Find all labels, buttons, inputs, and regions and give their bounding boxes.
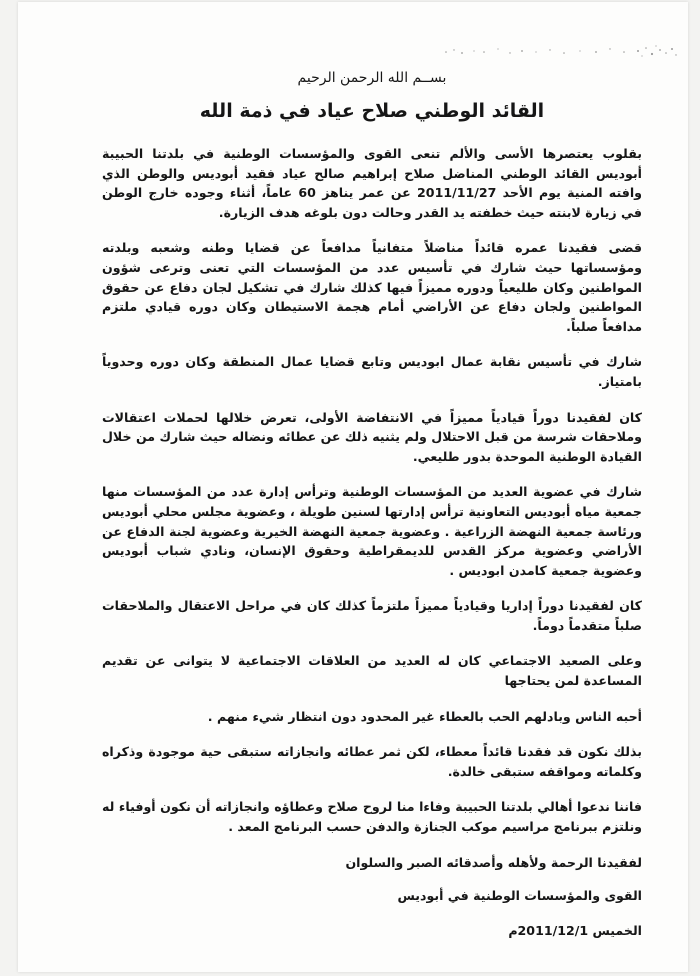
paragraph-legacy: بذلك نكون قد فقدنا قائداً معطاء، لكن ثمر عطائه وانجازاته ستبقى حية موجودة وذكراه وكلماته ومواقفه ستبقى خالدة. [102,744,642,779]
page-title: القائد الوطني صلاح عياد في ذمة الله [199,100,545,122]
paragraph-workers-union: شارك في تأسيس نقابة عمال ابوديس وتابع قضايا عمال المنطقة وكان دوره وحدوياً بامتياز. [102,354,642,389]
document-page [18,2,688,972]
closing-condolence: لفقيدنا الرحمة ولأهله وأصدقائه الصبر والسلوان [345,854,642,870]
scan-speckle-marks [440,40,680,64]
paragraph-social-relations: وعلى الصعيد الاجتماعي كان له العديد من العلاقات الاجتماعية لا يتوانى عن تقديم المساعدة لمن يحتاجها [102,653,642,689]
document-date: الخميس 2011/12/1م [508,923,642,939]
paragraph-memberships: شارك في عضوية العديد من المؤسسات الوطنية وترأس إدارة عدد من المؤسسات منها جمعية مياه أبوديس التعاونية ترأس إدارتها لسنين طويلة ، وعضوية مجلس محلي أبوديس ورئاسة جمعية النهضة الزراعية . وعضوية جمعية النهضة الخيرية وعضوية لجنة الدفاع عن الأراضي وعضوية مركز القدس للديمقراطية وحقوق الإنسان، ونادي شباب أبوديس وعضوية جمعية كامدن ابوديس . [102,484,642,578]
paragraph-obituary-announcement: بقلوب يعتصرها الأسى والألم تنعى القوى والمؤسسات الوطنية في بلدتنا الحبيبة أبوديس القائد الوطني المناضل صلاح إبراهيم صالح عياد فقيد أبوديس والوطن الذي وافته المنية يوم الأحد 2011/11/27 عن عمر يناهز 60 عاماً، أثناء وجوده خارج الوطن في زيارة لابنته حيث خطفته يد القدر وحالت دون بلوغه هدف الزيارة. [102,146,642,220]
paragraph-first-intifada: كان لفقيدنا دوراً قيادياً مميزاً في الانتفاضة الأولى، تعرض خلالها لحملات اعتقالات وملاحقات شرسة من قبل الاحتلال ولم يثنيه ذلك عن عطائه ونضاله حيث شارك من خلال القيادة الوطنية الموحدة بدور طليعي. [102,409,642,464]
paragraph-administrative-role: كان لفقيدنا دوراً إداريا وقيادياً مميزاً ملتزماً كذلك كان في مراحل الاعتقال والملاحقات صلباً متقدماً دوماً. [102,598,642,633]
letter-body [102,70,642,938]
paragraph-loved-by-people: أحبه الناس وبادلهم الحب بالعطاء غير المحدود دون انتظار شيء منهم . [207,708,642,724]
signature: القوى والمؤسسات الوطنية في أبوديس [397,888,642,904]
paragraph-funeral-invitation: فاننا ندعوا أهالي بلدتنا الحبيبة وفاءا منا لروح صلاح وعطاؤه وانجازاته أن نكون أوفياء له ونلتزم ببرنامج مراسيم موكب الجنازة والدفن حسب البرنامج المعد . [102,799,642,835]
basmala: بســم الله الرحمن الرحيم [297,70,447,86]
paragraph-life-of-struggle: قضى فقيدنا عمره قائداً مناضلاً متفانياً مدافعاً عن قضايا وطنه وشعبه وبلدته ومؤسساتها حيث شارك في تأسيس عدد من المؤسسات التي تعنى وترعى شؤون المواطنين وكان طليعياً ودوره مميزاً فيها كذلك شارك في تشكيل لجان دفاع عن حقوق المواطنين ولجان دفاع عن الأراضي أمام هجمة الاستيطان وكان دوره قيادي ملتزم مدافعاً صلباً. [102,240,642,334]
